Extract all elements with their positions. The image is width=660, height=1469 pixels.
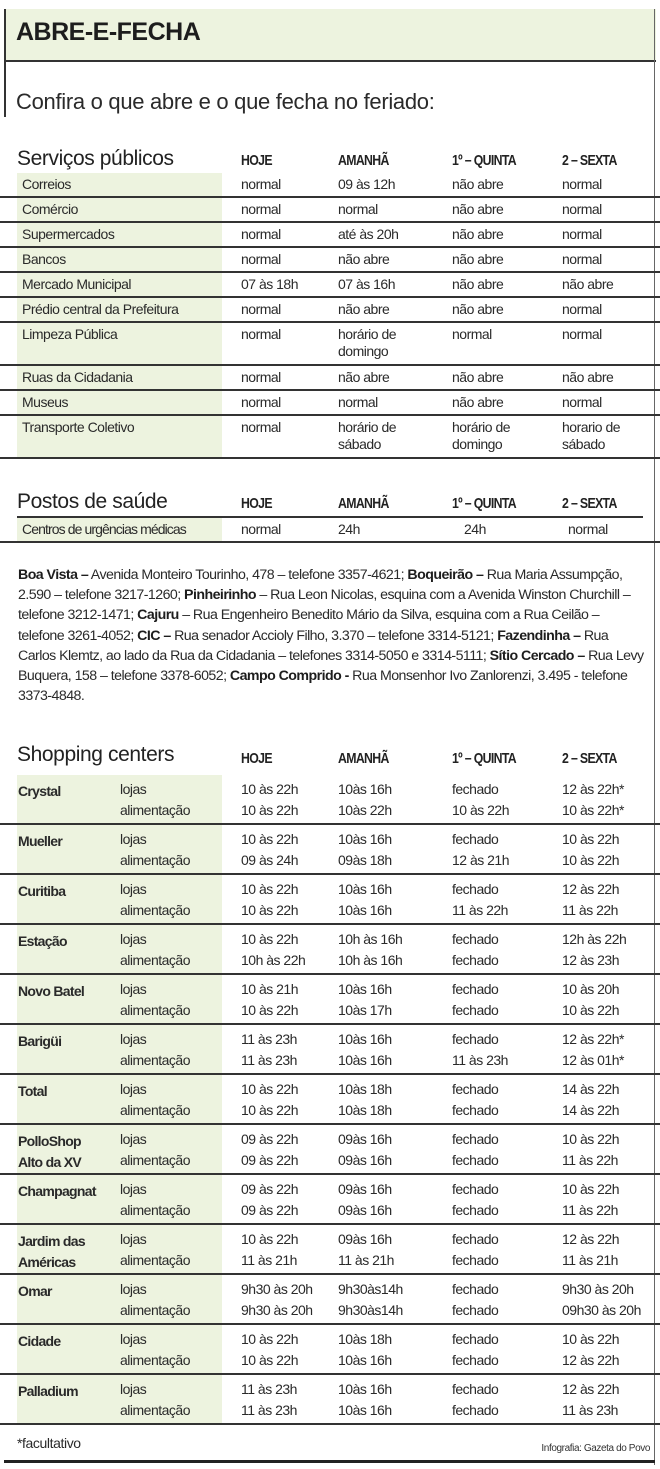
cell-lojas: fechado (452, 1081, 499, 1097)
servicos-publicos-table (0, 147, 660, 459)
cell-alimentacao: 11 às 23h (452, 1052, 508, 1068)
cell-lojas: fechado (452, 1231, 499, 1247)
postos-saude-table (0, 490, 660, 543)
sub-label-alimentacao: alimentação (120, 1152, 190, 1168)
page-subtitle: Confira o que abre e o que fecha no feriado: (16, 89, 435, 114)
cell-lojas: 09às 16h (338, 1231, 392, 1247)
mall-name: Curitiba (18, 883, 66, 899)
cell-hoje: normal (241, 251, 281, 267)
sub-label-lojas: lojas (120, 831, 147, 847)
cell-alimentacao: 12 às 22h (562, 1352, 619, 1368)
cell-hoje: normal (241, 394, 281, 410)
sub-label-lojas: lojas (120, 1381, 147, 1397)
sub-label-lojas: lojas (120, 1331, 147, 1347)
cell-alimentacao: fechado (452, 1152, 499, 1168)
sub-label-alimentacao: alimentação (120, 1352, 190, 1368)
cell-quinta: não abre (452, 276, 504, 292)
cell-alimentacao: 11 às 22h (562, 1152, 618, 1168)
cell-sexta: normal (562, 301, 602, 317)
cell-alimentacao: 09h30 às 20h (562, 1302, 641, 1318)
sub-label-lojas: lojas (120, 981, 147, 997)
cell-alimentacao: 10 às 22h (452, 802, 509, 818)
table-row (0, 298, 660, 323)
cell-lojas: fechado (452, 1381, 499, 1397)
table-row (0, 1175, 660, 1225)
sub-label-alimentacao: alimentação (120, 902, 190, 918)
cell-alimentacao: fechado (452, 952, 499, 968)
cell-amanha: horário de sábado (338, 419, 397, 452)
sub-label-alimentacao: alimentação (120, 1052, 190, 1068)
health-center-addresses (18, 565, 648, 706)
cell-lojas: 12 às 22h* (562, 781, 624, 797)
cell-amanha: 09 às 12h (338, 176, 395, 192)
cell-lojas: 10às 18h (338, 1331, 392, 1347)
health-center-name: Sítio Cercado – (489, 647, 585, 664)
cell-lojas: 10 às 20h (562, 981, 619, 997)
cell-lojas: fechado (452, 831, 499, 847)
cell-alimentacao: 11 às 23h (562, 1402, 618, 1418)
cell-alimentacao: 11 às 23h (241, 1402, 297, 1418)
cell-alimentacao: fechado (452, 1302, 499, 1318)
row-label: Ruas da Cidadania (22, 369, 133, 385)
cell-alimentacao: 10às 16h (338, 902, 392, 918)
cell-alimentacao: 10às 16h (338, 1052, 392, 1068)
cell-lojas: 11 às 23h (241, 1031, 297, 1047)
cell-lojas: 09 às 22h (241, 1131, 298, 1147)
cell-lojas: 10às 18h (338, 1081, 392, 1097)
mall-name: Barigüi (18, 1033, 62, 1049)
cell-alimentacao: 10h às 16h (338, 952, 403, 968)
cell-lojas: 11 às 23h (241, 1381, 297, 1397)
mall-name: Omar (18, 1283, 52, 1299)
cell-sexta: normal (562, 226, 602, 242)
cell-alimentacao: 10às 16h (338, 1402, 392, 1418)
table-row (0, 273, 660, 298)
mall-name: Mueller (18, 833, 63, 849)
cell-lojas: 10às 16h (338, 881, 392, 897)
cell-lojas: 10 às 22h (241, 781, 298, 797)
cell-lojas: 10 às 22h (241, 1331, 298, 1347)
cell-alimentacao: 10 às 22h* (562, 802, 624, 818)
sub-label-lojas: lojas (120, 1131, 147, 1147)
cell-alimentacao: 11 às 22h (562, 1202, 618, 1218)
shopping-centers-table (0, 743, 660, 1425)
health-center-address: Rua senador Accioly Filho, 3.370 – telefone 3314-5121; (170, 627, 498, 644)
cell-sexta: normal (562, 251, 602, 267)
cell-alimentacao: fechado (452, 1102, 499, 1118)
cell-hoje: normal (241, 176, 281, 192)
health-center-address: Rua Maria Assumpção, 2.590 – telefone 3217-1260; (18, 567, 623, 604)
mall-name: Cidade (18, 1333, 61, 1349)
table-row (0, 248, 660, 273)
cell-alimentacao: 11 às 21h (241, 1252, 297, 1268)
row-label: Prédio central da Prefeitura (22, 301, 179, 317)
cell-lojas: 10 às 21h (241, 981, 298, 997)
sub-label-alimentacao: alimentação (120, 1002, 190, 1018)
table-row (0, 416, 660, 459)
sub-label-alimentacao: alimentação (120, 852, 190, 868)
cell-lojas: 09às 16h (338, 1181, 392, 1197)
cell-alimentacao: 11 às 21h (562, 1252, 618, 1268)
sub-label-alimentacao: alimentação (120, 1252, 190, 1268)
table-row (0, 1125, 660, 1175)
sub-label-alimentacao: alimentação (120, 1202, 190, 1218)
cell-lojas: fechado (452, 1281, 499, 1297)
cell-sexta: normal (568, 521, 608, 537)
cell-lojas: 10 às 22h (241, 931, 298, 947)
cell-hoje: normal (241, 521, 281, 537)
cell-amanha: normal (338, 394, 378, 410)
row-label: Limpeza Pública (22, 326, 118, 342)
cell-lojas: fechado (452, 981, 499, 997)
section-header (0, 743, 660, 775)
cell-alimentacao: 09às 16h (338, 1152, 392, 1168)
cell-alimentacao: 10h às 22h (241, 952, 306, 968)
cell-lojas: fechado (452, 1331, 499, 1347)
cell-quinta: não abre (452, 394, 504, 410)
health-center-address: – Rua Engenheiro Benedito Mário da Silva, esquina com a Rua Ceilão – telefone 3261-4052; (18, 607, 600, 644)
cell-alimentacao: 09 às 22h (241, 1202, 298, 1218)
cell-lojas: 12 às 22h (562, 881, 619, 897)
table-row (0, 223, 660, 248)
sub-label-alimentacao: alimentação (120, 1402, 190, 1418)
cell-alimentacao: 10às 22h (338, 802, 392, 818)
sub-label-alimentacao: alimentação (120, 802, 190, 818)
cell-amanha: 24h (338, 521, 360, 537)
bottom-rule (4, 1460, 655, 1463)
shopping-rows (0, 775, 660, 1425)
cell-amanha: não abre (338, 251, 390, 267)
cell-alimentacao: 11 às 21h (338, 1252, 394, 1268)
cell-alimentacao: 14 às 22h (562, 1102, 619, 1118)
health-center-name: Campo Comprido - (229, 668, 349, 685)
health-center-name: Boqueirão – (407, 567, 484, 583)
cell-lojas: 12h às 22h (562, 931, 627, 947)
cell-alimentacao: 09 às 22h (241, 1152, 298, 1168)
col-header-quinta: 1º – QUINTA (452, 152, 517, 169)
sub-label-lojas: lojas (120, 1181, 147, 1197)
cell-alimentacao: 10 às 22h (241, 1002, 298, 1018)
cell-alimentacao: 09às 16h (338, 1202, 392, 1218)
mall-name: Novo Batel (18, 983, 85, 999)
health-center-name: Fazendinha – (497, 627, 581, 644)
sub-label-lojas: lojas (120, 931, 147, 947)
row-label: Correios (22, 176, 71, 192)
cell-hoje: normal (241, 201, 281, 217)
cell-lojas: 10 às 22h (241, 1231, 298, 1247)
cell-quinta: não abre (452, 251, 504, 267)
sub-label-lojas: lojas (120, 1231, 147, 1247)
table-row (0, 198, 660, 223)
cell-amanha: 07 às 16h (338, 276, 395, 292)
table-row (0, 775, 660, 825)
cell-hoje: normal (241, 326, 281, 342)
cell-alimentacao: 10 às 22h (562, 852, 619, 868)
cell-hoje: normal (241, 226, 281, 242)
mall-name: Champagnat (18, 1183, 96, 1199)
col-header-amanha: AMANHÃ (338, 495, 389, 512)
cell-lojas: 10h às 16h (338, 931, 403, 947)
cell-lojas: 12 às 22h (562, 1231, 619, 1247)
cell-hoje: normal (241, 369, 281, 385)
cell-alimentacao: 10 às 22h (241, 1352, 298, 1368)
col-header-sexta: 2 – SEXTA (562, 495, 617, 512)
cell-sexta: normal (562, 326, 602, 342)
page-title: ABRE-E-FECHA (16, 18, 201, 46)
cell-lojas: 12 às 22h (562, 1381, 619, 1397)
cell-sexta: horario de sábado (562, 419, 621, 452)
cell-quinta: horário de domingo (452, 419, 511, 452)
table-row (0, 1025, 660, 1075)
cell-lojas: 09às 16h (338, 1131, 392, 1147)
cell-quinta: não abre (452, 369, 504, 385)
cell-lojas: 9h30às14h (338, 1281, 403, 1297)
table-row (0, 391, 660, 416)
saude-rows (0, 518, 660, 543)
table-row (0, 323, 660, 366)
row-label: Supermercados (22, 226, 115, 242)
table-row (0, 1375, 660, 1425)
cell-lojas: 10 às 22h (562, 831, 619, 847)
cell-alimentacao: 11 às 23h (241, 1052, 297, 1068)
cell-sexta: normal (562, 394, 602, 410)
cell-lojas: 09 às 22h (241, 1181, 298, 1197)
table-row (0, 1275, 660, 1325)
cell-lojas: 12 às 22h* (562, 1031, 624, 1047)
cell-alimentacao: 9h30às14h (338, 1302, 403, 1318)
cell-lojas: 9h30 às 20h (562, 1281, 634, 1297)
table-row (0, 1225, 660, 1275)
cell-lojas: 10 às 22h (562, 1131, 619, 1147)
mall-name: Palladium (18, 1383, 78, 1399)
mall-name: Estação (18, 933, 67, 949)
mall-name: Jardim das Américas (18, 1233, 85, 1270)
sub-label-alimentacao: alimentação (120, 1302, 190, 1318)
table-row (0, 173, 660, 198)
col-header-sexta: 2 – SEXTA (562, 750, 617, 767)
section-header (0, 147, 660, 173)
cell-lojas: 9h30 às 20h (241, 1281, 313, 1297)
cell-lojas: 10às 16h (338, 1031, 392, 1047)
cell-alimentacao: 9h30 às 20h (241, 1302, 313, 1318)
cell-alimentacao: 10às 18h (338, 1102, 392, 1118)
row-label: Mercado Municipal (22, 276, 131, 292)
cell-quinta: não abre (452, 176, 504, 192)
cell-alimentacao: 10 às 22h (241, 902, 298, 918)
cell-alimentacao: 10às 17h (338, 1002, 392, 1018)
cell-hoje: normal (241, 419, 281, 435)
cell-lojas: 10 às 22h (562, 1331, 619, 1347)
table-row (0, 1075, 660, 1125)
cell-lojas: 10 às 22h (562, 1181, 619, 1197)
cell-lojas: fechado (452, 1131, 499, 1147)
sub-label-lojas: lojas (120, 881, 147, 897)
cell-lojas: fechado (452, 931, 499, 947)
health-center-name: Cajuru (137, 607, 179, 624)
mall-name: Total (18, 1083, 47, 1099)
col-header-amanha: AMANHÃ (338, 750, 389, 767)
cell-hoje: 07 às 18h (241, 276, 298, 292)
cell-lojas: 10às 16h (338, 781, 392, 797)
cell-alimentacao: 12 às 21h (452, 852, 509, 868)
health-center-address: – Rua Leon Nicolas, esquina com a Avenida Winston Churchill – telefone 3212-1471; (18, 587, 631, 624)
table-row (0, 825, 660, 875)
row-label: Bancos (22, 251, 66, 267)
cell-alimentacao: fechado (452, 1002, 499, 1018)
cell-alimentacao: 11 às 22h (562, 902, 618, 918)
cell-lojas: 14 às 22h (562, 1081, 619, 1097)
col-header-hoje: HOJE (241, 495, 272, 512)
table-row (0, 925, 660, 975)
cell-sexta: não abre (562, 276, 614, 292)
mall-name: PolloShop Alto da XV (18, 1133, 82, 1170)
col-header-quinta: 1º – QUINTA (452, 750, 517, 767)
cell-sexta: normal (562, 201, 602, 217)
cell-alimentacao: 12 às 01h* (562, 1052, 624, 1068)
cell-lojas: fechado (452, 1181, 499, 1197)
health-center-name: Boa Vista – (18, 567, 89, 583)
sub-label-lojas: lojas (120, 1081, 147, 1097)
left-rule (4, 9, 6, 117)
cell-lojas: 10às 16h (338, 831, 392, 847)
section-title: Shopping centers (17, 743, 175, 766)
health-center-address: Avenida Monteiro Tourinho, 478 – telefone 3357-4621; (88, 567, 408, 583)
cell-alimentacao: 10 às 22h (241, 1102, 298, 1118)
cell-lojas: fechado (452, 881, 499, 897)
table-row (0, 518, 660, 543)
cell-alimentacao: fechado (452, 1402, 499, 1418)
table-row (0, 366, 660, 391)
cell-alimentacao: 10 às 22h (562, 1002, 619, 1018)
cell-lojas: fechado (452, 1031, 499, 1047)
cell-alimentacao: fechado (452, 1202, 499, 1218)
cell-quinta: 24h (464, 521, 486, 537)
cell-alimentacao: fechado (452, 1252, 499, 1268)
cell-lojas: fechado (452, 781, 499, 797)
credit: Infografia: Gazeta do Povo (541, 1443, 650, 1454)
cell-amanha: normal (338, 201, 378, 217)
sub-label-alimentacao: alimentação (120, 952, 190, 968)
cell-lojas: 10 às 22h (241, 881, 298, 897)
servicos-rows (0, 173, 660, 459)
table-row (0, 875, 660, 925)
cell-sexta: normal (562, 176, 602, 192)
cell-quinta: não abre (452, 301, 504, 317)
table-row (0, 975, 660, 1025)
col-header-quinta: 1º – QUINTA (452, 495, 517, 512)
cell-alimentacao: fechado (452, 1352, 499, 1368)
cell-amanha: não abre (338, 369, 390, 385)
mall-name: Crystal (18, 783, 61, 799)
section-title: Serviços públicos (17, 147, 174, 170)
col-header-amanha: AMANHÃ (338, 152, 389, 169)
cell-alimentacao: 10às 16h (338, 1352, 392, 1368)
cell-alimentacao: 11 às 22h (452, 902, 508, 918)
section-header (0, 490, 660, 516)
sub-label-lojas: lojas (120, 1281, 147, 1297)
health-center-name: Pinheirinho (184, 587, 257, 604)
row-label: Centros de urgências médicas (22, 521, 186, 537)
row-label: Transporte Coletivo (22, 419, 135, 435)
health-center-name: CIC – (137, 627, 171, 644)
row-label: Museus (22, 394, 69, 410)
table-row (0, 1325, 660, 1375)
cell-hoje: normal (241, 301, 281, 317)
cell-amanha: não abre (338, 301, 390, 317)
cell-amanha: até às 20h (338, 226, 399, 242)
section-title: Postos de saúde (17, 490, 168, 513)
sub-label-lojas: lojas (120, 781, 147, 797)
cell-alimentacao: 10 às 22h (241, 802, 298, 818)
cell-alimentacao: 09 às 24h (241, 852, 298, 868)
cell-lojas: 10às 16h (338, 981, 392, 997)
cell-lojas: 10às 16h (338, 1381, 392, 1397)
cell-amanha: horário de domingo (338, 326, 397, 359)
health-center-address: Rua Monsenhor Ivo Zanlorenzi, 3.495 - telefone 3373-4848. (18, 668, 628, 705)
cell-quinta: não abre (452, 201, 504, 217)
cell-lojas: 10 às 22h (241, 831, 298, 847)
cell-quinta: não abre (452, 226, 504, 242)
sub-label-lojas: lojas (120, 1031, 147, 1047)
cell-lojas: 10 às 22h (241, 1081, 298, 1097)
col-header-hoje: HOJE (241, 750, 272, 767)
cell-quinta: normal (452, 326, 492, 342)
health-center-address: Rua Levy Buquera, 158 – telefone 3378-6052; (18, 647, 644, 685)
col-header-sexta: 2 – SEXTA (562, 152, 617, 169)
footnote: *facultativo (17, 1435, 81, 1451)
cell-sexta: não abre (562, 369, 614, 385)
row-label: Comércio (22, 201, 78, 217)
col-header-hoje: HOJE (241, 152, 272, 169)
cell-alimentacao: 09às 18h (338, 852, 392, 868)
sub-label-alimentacao: alimentação (120, 1102, 190, 1118)
cell-alimentacao: 12 às 23h (562, 952, 619, 968)
health-center-address: Rua Carlos Klemtz, ao lado da Rua da Cidadania – telefones 3314-5050 e 3314-5111; (18, 627, 609, 664)
